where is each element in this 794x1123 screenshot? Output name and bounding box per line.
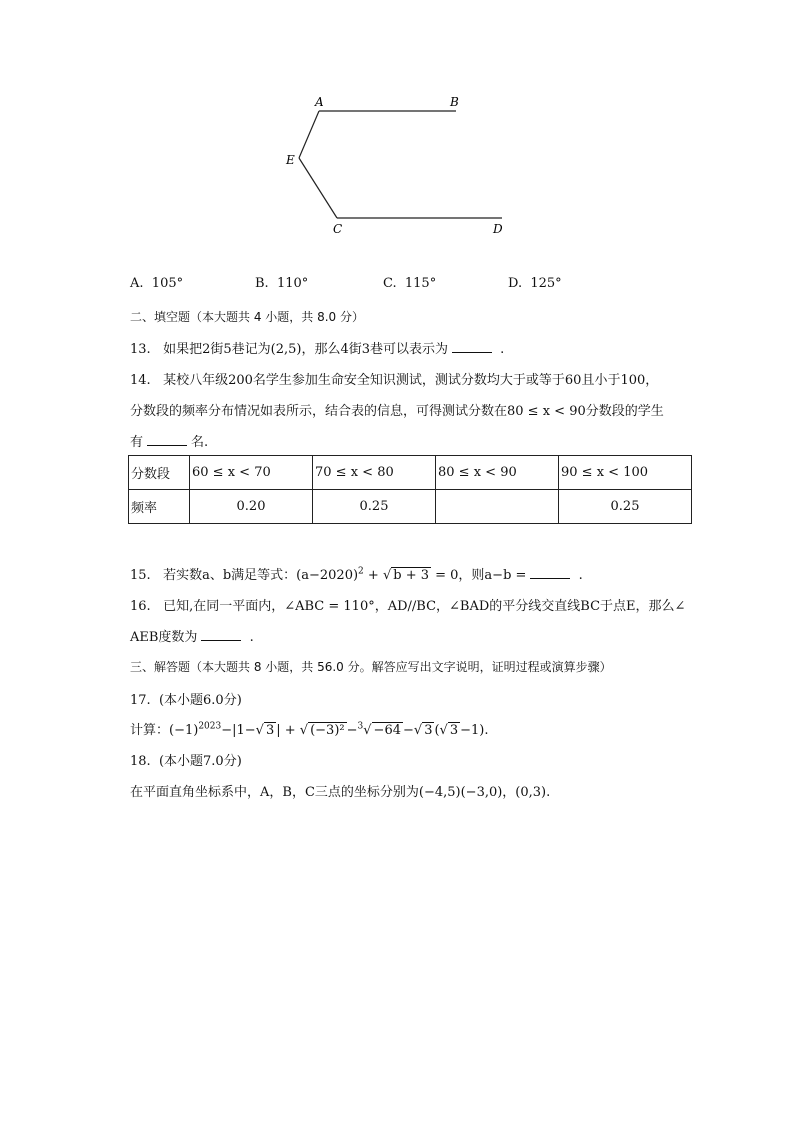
question-17-expression: 计算：$(-1)^{2023}-|1-√$ 3 | + √ (−3)² −$^3$√ −64 −√ 3 (√ 3 −1). bbox=[130, 721, 489, 738]
table-row bbox=[129, 490, 692, 524]
section-3-heading: 三、解答题（本大题共 8 小题，共 56.0 分。解答应写出文字说明，证明过程或演算步骤） bbox=[130, 660, 612, 674]
option-a: A. 105° bbox=[130, 276, 184, 291]
q15-blank[interactable] bbox=[530, 566, 570, 579]
table-cell: 90 ≤ x < 100 bbox=[559, 456, 692, 490]
question-17-header: 17. (本小题6.0分) bbox=[130, 693, 242, 708]
option-d: D. 125° bbox=[508, 276, 562, 291]
question-15: 15. 若实数a、b满足等式：$(a-2020)^2$ + √ b + 3 = 0，则a−b = . bbox=[130, 566, 583, 583]
q13-blank[interactable] bbox=[452, 340, 492, 353]
label-b: B bbox=[450, 95, 459, 109]
table-cell: 0.25 bbox=[559, 490, 692, 524]
label-e: E bbox=[286, 153, 295, 167]
question-16-line1: 16. 已知,在同一平面内，∠ABC = 110°，AD//BC，∠BAD的平分线交直线BC于点E，那么∠ bbox=[130, 599, 686, 614]
section-2-heading: 二、填空题（本大题共 4 小题，共 8.0 分） bbox=[130, 310, 364, 324]
question-16-line2: AEB度数为 . bbox=[130, 630, 254, 645]
frequency-table bbox=[128, 455, 692, 524]
table-cell: 0.20 bbox=[190, 490, 313, 524]
label-d: D bbox=[493, 222, 503, 236]
table-cell: 60 ≤ x < 70 bbox=[190, 456, 313, 490]
q13-text: 如果把2街5巷记为(2,5)，那么4街3巷可以表示为 bbox=[163, 342, 448, 357]
label-a: A bbox=[315, 95, 324, 109]
table-cell: 0.25 bbox=[313, 490, 436, 524]
q14-blank[interactable] bbox=[147, 433, 187, 446]
q16-blank[interactable] bbox=[201, 628, 241, 641]
question-14-line2: 分数段的频率分布情况如表所示，结合表的信息，可得测试分数在80 ≤ x < 90分数段的学生 bbox=[130, 404, 664, 419]
question-14-line3: 有 名. bbox=[130, 435, 209, 450]
question-18-header: 18. (本小题7.0分) bbox=[130, 754, 242, 769]
option-b: B. 110° bbox=[255, 276, 309, 291]
question-14-line1 bbox=[130, 369, 658, 388]
geometry-figure bbox=[280, 90, 520, 240]
table-cell: 80 ≤ x < 90 bbox=[436, 456, 559, 490]
table-cell: 频率 bbox=[129, 490, 190, 524]
table-row bbox=[129, 456, 692, 490]
q14-line1: 某校八年级200名学生参加生命安全知识测试，测试分数均大于或等于60且小于100， bbox=[163, 373, 659, 388]
q13-number: 13. bbox=[130, 342, 151, 357]
question-13 bbox=[130, 338, 504, 357]
q13-end: . bbox=[500, 342, 505, 357]
question-18-text: 在平面直角坐标系中，A，B，C三点的坐标分别为(−4,5)(−3,0)，(0,3). bbox=[130, 785, 551, 800]
segment-ec bbox=[299, 158, 337, 218]
segment-ae bbox=[299, 111, 319, 158]
table-cell: 分数段 bbox=[129, 456, 190, 490]
option-c: C. 115° bbox=[383, 276, 437, 291]
q14-number: 14. bbox=[130, 373, 151, 388]
label-c: C bbox=[333, 222, 343, 236]
table-cell: 70 ≤ x < 80 bbox=[313, 456, 436, 490]
table-cell bbox=[436, 490, 559, 524]
